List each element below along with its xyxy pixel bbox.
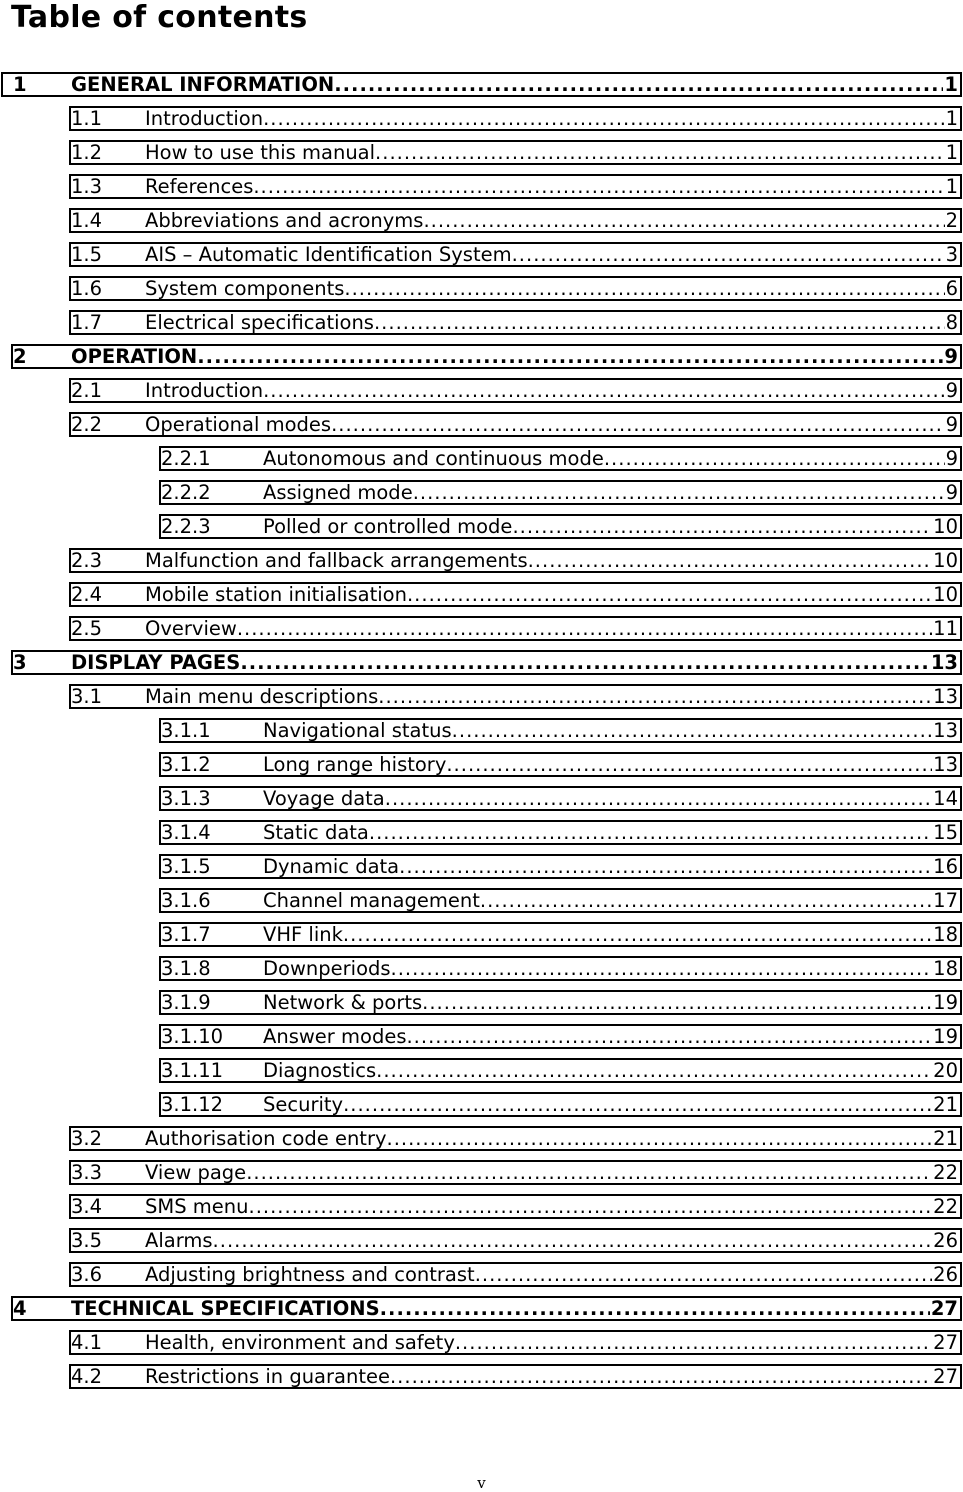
toc-dot-leader (391, 958, 933, 979)
toc-section-entry[interactable] (69, 1330, 962, 1355)
toc-entry-number: 4.2 (71, 1365, 103, 1388)
toc-entry-number: 2.4 (71, 583, 103, 606)
toc-entry-number: 3.4 (71, 1195, 103, 1218)
toc-dot-leader (240, 652, 930, 673)
page-number-footer: v (477, 1474, 486, 1492)
toc-dot-leader (475, 1264, 932, 1285)
toc-entry-page: 17 (933, 889, 958, 912)
toc-entry-title: Answer modes (263, 1025, 407, 1048)
toc-subsection-entry[interactable] (159, 1092, 962, 1117)
toc-section-entry[interactable] (69, 310, 962, 335)
toc-entry-page: 13 (933, 753, 958, 776)
toc-dot-leader (343, 1094, 932, 1115)
toc-subsection-entry[interactable] (159, 1058, 962, 1083)
toc-entry-page: 22 (933, 1161, 958, 1184)
toc-entry-number: 1.1 (71, 107, 103, 130)
toc-entry-title: DISPLAY PAGES (71, 651, 241, 674)
toc-entry-page: 9 (945, 481, 958, 504)
toc-dot-leader (446, 754, 932, 775)
toc-entry-title: Long range history (263, 753, 447, 776)
toc-entry-title: Autonomous and continuous mode (263, 447, 604, 470)
toc-entry-number: 2.2 (71, 413, 103, 436)
toc-chapter-entry[interactable] (1, 72, 962, 97)
toc-entry-page: 3 (945, 243, 958, 266)
toc-entry-title: OPERATION (71, 345, 198, 368)
toc-subsection-entry[interactable] (159, 854, 962, 879)
toc-dot-leader (422, 992, 932, 1013)
toc-entry-number: 3.1.6 (161, 889, 211, 912)
toc-section-entry[interactable] (69, 616, 962, 641)
toc-entry-number: 3.1.8 (161, 957, 211, 980)
toc-entry-page: 11 (933, 617, 958, 640)
toc-entry-page: 9 (945, 379, 958, 402)
toc-entry-number: 2.5 (71, 617, 103, 640)
toc-subsection-entry[interactable] (159, 718, 962, 743)
toc-dot-leader (343, 924, 932, 945)
toc-entry-page: 9 (945, 413, 958, 436)
toc-entry-number: 4.1 (71, 1331, 103, 1354)
toc-entry-page: 16 (933, 855, 958, 878)
toc-dot-leader (375, 142, 945, 163)
toc-chapter-entry[interactable] (11, 1296, 962, 1321)
toc-dot-leader (413, 482, 945, 503)
toc-dot-leader (455, 1332, 932, 1353)
toc-dot-leader (213, 1230, 933, 1251)
toc-entry-page: 2 (945, 209, 958, 232)
toc-entry-title: Mobile station initialisation (145, 583, 407, 606)
toc-entry-number: 1.5 (71, 243, 103, 266)
toc-entry-title: Assigned mode (263, 481, 413, 504)
toc-entry-title: Introduction (145, 379, 264, 402)
toc-section-entry[interactable] (69, 1160, 962, 1185)
toc-dot-leader (512, 516, 932, 537)
toc-entry-page: 21 (933, 1127, 958, 1150)
toc-entry-number: 3.1.12 (161, 1093, 224, 1116)
toc-dot-leader (387, 1128, 933, 1149)
toc-dot-leader (399, 856, 932, 877)
toc-entry-page: 20 (933, 1059, 958, 1082)
toc-section-entry[interactable] (69, 1364, 962, 1389)
toc-entry-title: Network & ports (263, 991, 423, 1014)
toc-subsection-entry[interactable] (159, 786, 962, 811)
toc-dot-leader (374, 312, 945, 333)
toc-section-entry[interactable] (69, 276, 962, 301)
toc-entry-title: Authorisation code entry (145, 1127, 387, 1150)
toc-section-entry[interactable] (69, 106, 962, 131)
toc-entry-page: 10 (933, 583, 958, 606)
toc-dot-leader (390, 1366, 932, 1387)
toc-dot-leader (480, 890, 932, 911)
toc-entry-page: 15 (933, 821, 958, 844)
toc-entry-title: Static data (263, 821, 369, 844)
toc-section-entry[interactable] (69, 1262, 962, 1287)
toc-dot-leader (237, 618, 932, 639)
toc-entry-title: How to use this manual (145, 141, 376, 164)
toc-entry-number: 3.1.4 (161, 821, 211, 844)
toc-entry-title: AIS – Automatic Identification System (145, 243, 512, 266)
toc-dot-leader (263, 108, 944, 129)
toc-chapter-entry[interactable] (11, 650, 962, 675)
toc-entry-number: 3.1.9 (161, 991, 211, 1014)
toc-entry-number: 2.2.3 (161, 515, 211, 538)
toc-entry-number: 1.3 (71, 175, 103, 198)
toc-entry-title: References (145, 175, 254, 198)
toc-entry-number: 2.2.2 (161, 481, 211, 504)
toc-dot-leader (376, 1060, 932, 1081)
toc-entry-title: Restrictions in guarantee (145, 1365, 390, 1388)
toc-section-entry[interactable] (69, 174, 962, 199)
toc-entry-number: 2.2.1 (161, 447, 211, 470)
toc-entry-page: 9 (944, 345, 958, 368)
toc-entry-number: 1.2 (71, 141, 103, 164)
toc-dot-leader (423, 210, 944, 231)
toc-entry-number: 1.4 (71, 209, 103, 232)
toc-entry-page: 27 (933, 1331, 958, 1354)
toc-entry-number: 3.1.11 (161, 1059, 224, 1082)
toc-entry-title: View page (145, 1161, 247, 1184)
toc-entry-title: Voyage data (263, 787, 385, 810)
toc-entry-title: Overview (145, 617, 237, 640)
toc-entry-page: 26 (933, 1229, 958, 1252)
toc-entry-title: Electrical specifications (145, 311, 374, 334)
toc-subsection-entry[interactable] (159, 888, 962, 913)
toc-section-entry[interactable] (69, 548, 962, 573)
toc-entry-number: 3.1.10 (161, 1025, 224, 1048)
toc-entry-number: 1 (13, 73, 27, 96)
toc-entry-page: 13 (933, 685, 958, 708)
toc-dot-leader (378, 686, 932, 707)
toc-entry-number: 3.1.2 (161, 753, 211, 776)
toc-chapter-entry[interactable] (11, 344, 962, 369)
toc-entry-title: GENERAL INFORMATION (71, 73, 335, 96)
toc-entry-page: 22 (933, 1195, 958, 1218)
toc-entry-title: TECHNICAL SPECIFICATIONS (71, 1297, 380, 1320)
toc-entry-title: Alarms (145, 1229, 213, 1252)
toc-entry-title: VHF link (263, 923, 343, 946)
toc-entry-page: 10 (933, 549, 958, 572)
toc-entry-page: 27 (933, 1365, 958, 1388)
toc-entry-page: 19 (933, 991, 958, 1014)
toc-subsection-entry[interactable] (159, 752, 962, 777)
toc-entry-title: SMS menu (145, 1195, 249, 1218)
toc-entry-page: 6 (945, 277, 958, 300)
toc-entry-title: Introduction (145, 107, 264, 130)
toc-entry-page: 19 (933, 1025, 958, 1048)
toc-dot-leader (344, 278, 944, 299)
toc-entry-page: 1 (945, 175, 958, 198)
toc-entry-number: 4 (13, 1297, 27, 1320)
toc-section-entry[interactable] (69, 378, 962, 403)
toc-entry-title: Dynamic data (263, 855, 400, 878)
toc-entry-page: 18 (933, 957, 958, 980)
toc-entry-number: 3.1.7 (161, 923, 211, 946)
toc-entry-number: 3.2 (71, 1127, 103, 1150)
toc-section-entry[interactable] (69, 582, 962, 607)
toc-section-entry[interactable] (69, 140, 962, 165)
toc-dot-leader (385, 788, 932, 809)
toc-dot-leader (331, 414, 945, 435)
toc-dot-leader (197, 346, 943, 367)
toc-entry-page: 13 (930, 651, 958, 674)
toc-dot-leader (528, 550, 933, 571)
toc-dot-leader (512, 244, 945, 265)
toc-entry-page: 9 (945, 447, 958, 470)
toc-subsection-entry[interactable] (159, 446, 962, 471)
toc-entry-page: 1 (945, 141, 958, 164)
toc-dot-leader (246, 1162, 932, 1183)
toc-subsection-entry[interactable] (159, 922, 962, 947)
toc-subsection-entry[interactable] (159, 480, 962, 505)
toc-dot-leader (334, 74, 943, 95)
toc-entry-page: 1 (945, 107, 958, 130)
toc-entry-page: 13 (933, 719, 958, 742)
toc-dot-leader (452, 720, 933, 741)
toc-entry-page: 21 (933, 1093, 958, 1116)
toc-entry-page: 18 (933, 923, 958, 946)
toc-entry-page: 26 (933, 1263, 958, 1286)
toc-dot-leader (604, 448, 945, 469)
toc-section-entry[interactable] (69, 1194, 962, 1219)
toc-entry-number: 3.1.5 (161, 855, 211, 878)
toc-section-entry[interactable] (69, 412, 962, 437)
toc-entry-title: Abbreviations and acronyms (145, 209, 424, 232)
toc-entry-number: 3 (13, 651, 27, 674)
toc-entry-page: 14 (933, 787, 958, 810)
toc-entry-title: Health, environment and safety (145, 1331, 455, 1354)
toc-entry-title: Malfunction and fallback arrangements (145, 549, 528, 572)
toc-section-entry[interactable] (69, 242, 962, 267)
toc-entry-title: Navigational status (263, 719, 452, 742)
toc-entry-number: 3.1 (71, 685, 103, 708)
toc-entry-title: Main menu descriptions (145, 685, 379, 708)
toc-entry-number: 3.1.1 (161, 719, 211, 742)
toc-entry-number: 3.6 (71, 1263, 103, 1286)
toc-section-entry[interactable] (69, 208, 962, 233)
toc-subsection-entry[interactable] (159, 956, 962, 981)
toc-section-entry[interactable] (69, 684, 962, 709)
toc-dot-leader (249, 1196, 933, 1217)
toc-entry-title: Security (263, 1093, 344, 1116)
toc-section-entry[interactable] (69, 1228, 962, 1253)
page-title: Table of contents (11, 0, 308, 35)
toc-entry-page: 10 (933, 515, 958, 538)
toc-entry-title: Channel management (263, 889, 480, 912)
toc-dot-leader (380, 1298, 930, 1319)
toc-entry-title: Downperiods (263, 957, 391, 980)
toc-entry-title: Adjusting brightness and contrast (145, 1263, 475, 1286)
toc-dot-leader (407, 584, 932, 605)
toc-entry-number: 3.1.3 (161, 787, 211, 810)
toc-subsection-entry[interactable] (159, 1024, 962, 1049)
toc-section-entry[interactable] (69, 1126, 962, 1151)
toc-entry-number: 3.5 (71, 1229, 103, 1252)
toc-entry-number: 1.7 (71, 311, 103, 334)
toc-entry-page: 1 (944, 73, 958, 96)
toc-entry-number: 3.3 (71, 1161, 103, 1184)
toc-entry-title: Polled or controlled mode (263, 515, 513, 538)
toc-dot-leader (263, 380, 944, 401)
toc-entry-number: 2.3 (71, 549, 103, 572)
toc-subsection-entry[interactable] (159, 820, 962, 845)
toc-entry-title: Operational modes (145, 413, 332, 436)
toc-dot-leader (253, 176, 944, 197)
toc-subsection-entry[interactable] (159, 514, 962, 539)
toc-entry-title: Diagnostics (263, 1059, 377, 1082)
toc-dot-leader (406, 1026, 932, 1047)
toc-entry-title: System components (145, 277, 345, 300)
toc-entry-number: 1.6 (71, 277, 103, 300)
toc-entry-page: 8 (945, 311, 958, 334)
toc-entry-number: 2 (13, 345, 27, 368)
toc-entry-number: 2.1 (71, 379, 103, 402)
toc-entry-page: 27 (930, 1297, 958, 1320)
toc-subsection-entry[interactable] (159, 990, 962, 1015)
toc-dot-leader (369, 822, 932, 843)
